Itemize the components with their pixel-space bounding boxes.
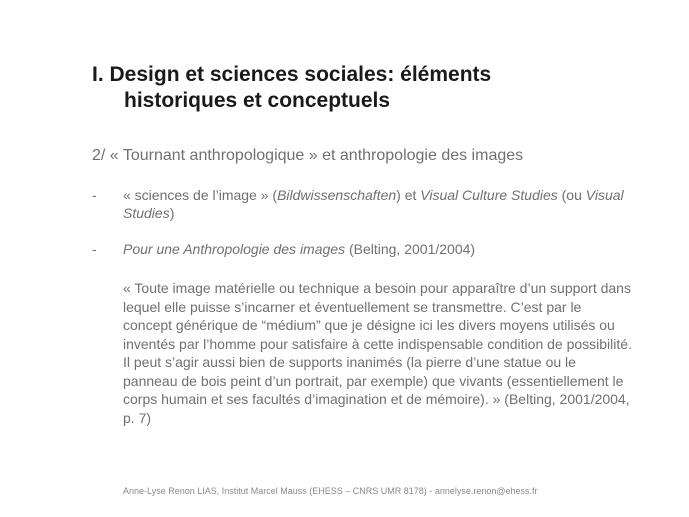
bullet-text-part: (ou bbox=[557, 187, 586, 203]
bullet-text-part-italic: Visual Culture Studies bbox=[420, 187, 558, 203]
slide-title-line-2: historiques et conceptuels bbox=[124, 89, 391, 112]
bullet-text-part-italic: Pour une Anthropologie des images bbox=[123, 241, 346, 257]
belting-quote: « Toute image matérielle ou technique a besoin pour apparaître d’un support dans lequel elle puisse s’incarner et éventuellement se transmettre. C’est par le concept générique de “médium” que je désigne ici les divers moyens utilisés ou inventés par l’homme pour satisfaire à cette indispensable condition de possibilité. Il peut s’agir aussi bien de supports inanimés (la pierre d’une statue ou le panneau de bois peint d’un portrait, par exemple) que vivants (essentiellement le corps humain et ses facultés d’imagination et de mémoire). » (Belting, 2001/2004, p. 7) bbox=[123, 280, 632, 426]
slide-footer bbox=[123, 485, 538, 497]
bullet-text-part-italic: Visual Studies bbox=[123, 187, 624, 221]
bullet-text-part: ) bbox=[169, 205, 175, 221]
bullet-dash: - bbox=[92, 187, 97, 203]
section-subtitle: 2/ « Tournant anthropologique » et anthropologie des images bbox=[92, 147, 524, 164]
bullet-text bbox=[123, 186, 633, 222]
footer-institution: LIAS, Institut Marcel Mauss (EHESS – CNRS UMR 8178) - bbox=[197, 486, 433, 496]
bullet-text-part: « sciences de l’image » ( bbox=[123, 187, 278, 203]
footer-email: annelyse.renon@ehess.fr bbox=[434, 486, 538, 496]
footer-author: Anne-Lyse Renon bbox=[123, 486, 195, 496]
bullet-text bbox=[123, 240, 633, 258]
bullet-text-part-italic: Bildwissenschaften bbox=[277, 187, 397, 203]
bullet-text-part: (Belting, 2001/2004) bbox=[345, 241, 476, 257]
slide-title bbox=[92, 62, 652, 114]
bullet-text-part: ) et bbox=[396, 187, 421, 203]
slide-title-line-1: I. Design et sciences sociales: éléments bbox=[92, 63, 492, 86]
bullet-dash: - bbox=[92, 241, 97, 257]
